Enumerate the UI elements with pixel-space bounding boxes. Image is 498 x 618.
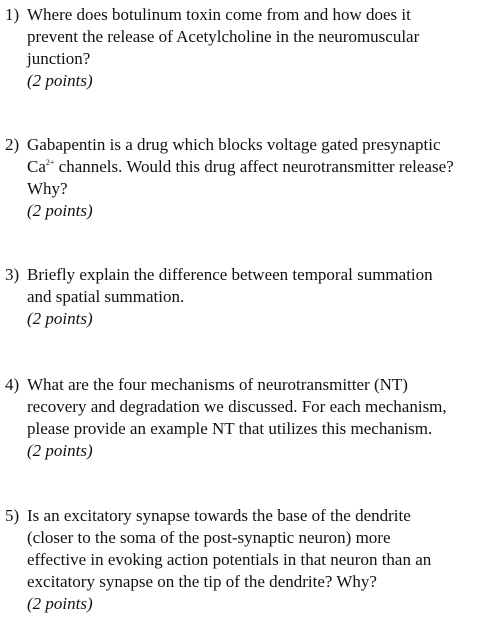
question-4 bbox=[5, 374, 497, 462]
question-text-line: please provide an example NT that utilizes this mechanism. bbox=[27, 419, 433, 438]
question-text-line: effective in evoking action potentials in that neuron than an bbox=[27, 550, 432, 569]
calcium-charge: 2+ bbox=[45, 158, 55, 167]
question-text-line: Is an excitatory synapse towards the base of the dendrite bbox=[27, 506, 411, 525]
question-text-line: Briefly explain the difference between temporal summation bbox=[27, 265, 433, 284]
question-number: 5) bbox=[5, 506, 20, 525]
question-points: (2 points) bbox=[27, 309, 93, 328]
question-points: (2 points) bbox=[27, 201, 93, 220]
calcium-symbol: Ca bbox=[27, 157, 46, 176]
question-points: (2 points) bbox=[27, 441, 93, 460]
question-number: 1) bbox=[5, 5, 20, 24]
question-text-line: and spatial summation. bbox=[27, 287, 185, 306]
question-3 bbox=[5, 264, 497, 330]
question-text-line: recovery and degradation we discussed. For each mechanism, bbox=[27, 397, 447, 416]
question-2 bbox=[5, 134, 497, 222]
question-text-line bbox=[27, 156, 497, 178]
question-text-line: excitatory synapse on the tip of the dendrite? Why? bbox=[27, 572, 377, 591]
question-number: 2) bbox=[5, 135, 20, 154]
question-points: (2 points) bbox=[27, 594, 93, 613]
question-text-line: Gabapentin is a drug which blocks voltage gated presynaptic bbox=[27, 135, 441, 154]
question-points: (2 points) bbox=[27, 71, 93, 90]
question-text-line: Where does botulinum toxin come from and how does it bbox=[27, 5, 411, 24]
question-text-line: (closer to the soma of the post-synaptic neuron) more bbox=[27, 528, 391, 547]
question-5 bbox=[5, 505, 497, 615]
question-1 bbox=[5, 4, 497, 92]
question-text-segment: channels. Would this drug affect neurotransmitter release? bbox=[58, 157, 454, 176]
question-text-line: Why? bbox=[27, 179, 68, 198]
question-text-line: What are the four mechanisms of neurotransmitter (NT) bbox=[27, 375, 408, 394]
question-number: 4) bbox=[5, 375, 20, 394]
question-text-line: junction? bbox=[27, 49, 91, 68]
question-number: 3) bbox=[5, 265, 20, 284]
question-text-line: prevent the release of Acetylcholine in the neuromuscular bbox=[27, 27, 420, 46]
